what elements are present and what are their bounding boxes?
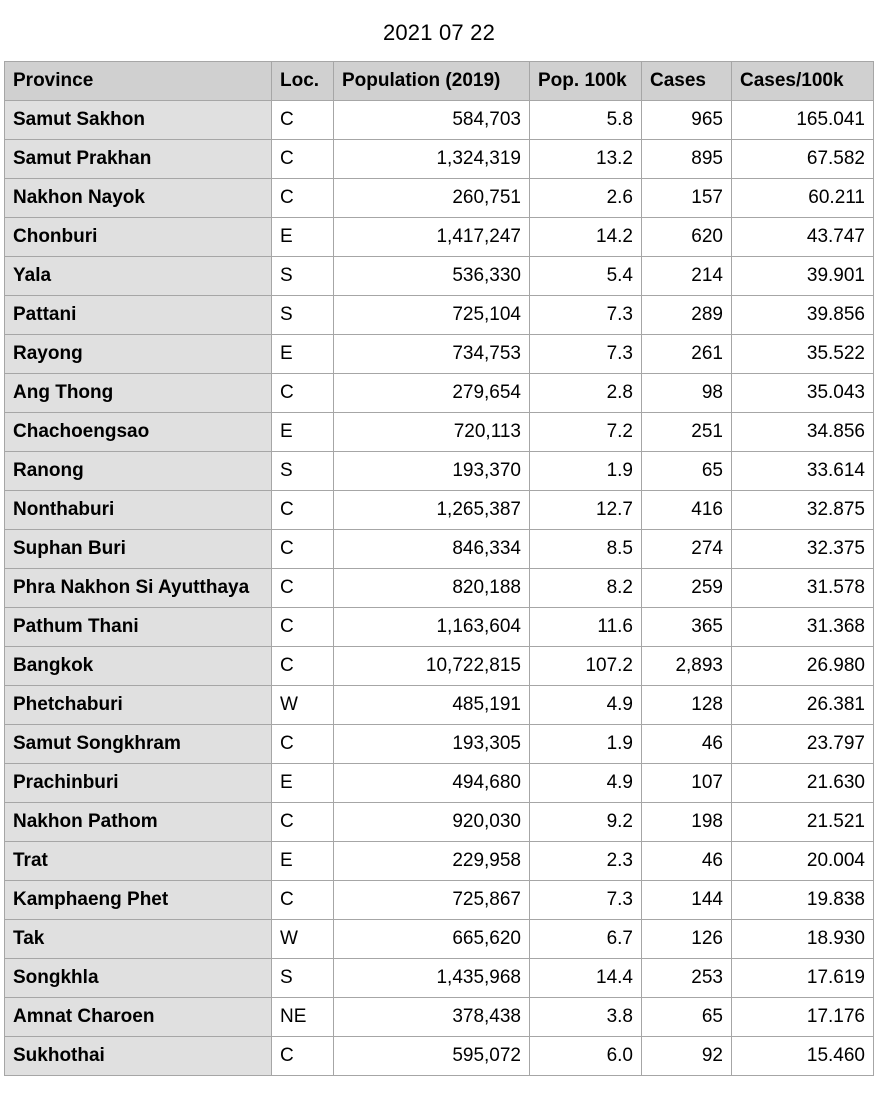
province-cell: Suphan Buri (5, 530, 272, 569)
population-cell: 725,867 (334, 881, 530, 920)
pop-100k-cell: 11.6 (530, 608, 642, 647)
cases-per-100k-cell: 32.375 (732, 530, 874, 569)
province-cell: Pattani (5, 296, 272, 335)
loc-cell: C (272, 1037, 334, 1076)
table-header (5, 62, 874, 101)
table-row (5, 881, 874, 920)
population-cell: 595,072 (334, 1037, 530, 1076)
header-province: Province (5, 62, 272, 101)
province-cell: Pathum Thani (5, 608, 272, 647)
pop-100k-cell: 5.4 (530, 257, 642, 296)
cases-cell: 289 (642, 296, 732, 335)
page-title: 2021 07 22 (382, 20, 496, 45)
table-body (5, 101, 874, 1076)
cases-per-100k-cell: 67.582 (732, 140, 874, 179)
pop-100k-cell: 6.0 (530, 1037, 642, 1076)
cases-cell: 253 (642, 959, 732, 998)
pop-100k-cell: 4.9 (530, 686, 642, 725)
pop-100k-cell: 7.3 (530, 296, 642, 335)
cases-per-100k-cell: 23.797 (732, 725, 874, 764)
table-row (5, 569, 874, 608)
population-cell: 920,030 (334, 803, 530, 842)
cases-per-100k-cell: 39.901 (732, 257, 874, 296)
province-cell: Phetchaburi (5, 686, 272, 725)
loc-cell: W (272, 920, 334, 959)
cases-per-100k-cell: 35.522 (732, 335, 874, 374)
pop-100k-cell: 1.9 (530, 725, 642, 764)
population-cell: 494,680 (334, 764, 530, 803)
province-cell: Nakhon Pathom (5, 803, 272, 842)
loc-cell: S (272, 296, 334, 335)
table-row (5, 218, 874, 257)
loc-cell: C (272, 647, 334, 686)
cases-per-100k-cell: 17.619 (732, 959, 874, 998)
table-row (5, 530, 874, 569)
pop-100k-cell: 12.7 (530, 491, 642, 530)
population-cell: 1,324,319 (334, 140, 530, 179)
header-cases-per-100k: Cases/100k (732, 62, 874, 101)
population-cell: 536,330 (334, 257, 530, 296)
province-cell: Rayong (5, 335, 272, 374)
province-cell: Trat (5, 842, 272, 881)
table-row (5, 998, 874, 1037)
cases-cell: 261 (642, 335, 732, 374)
table-row (5, 296, 874, 335)
cases-per-100k-cell: 26.381 (732, 686, 874, 725)
province-cell: Tak (5, 920, 272, 959)
loc-cell: C (272, 881, 334, 920)
pop-100k-cell: 8.5 (530, 530, 642, 569)
cases-cell: 92 (642, 1037, 732, 1076)
table-row (5, 647, 874, 686)
loc-cell: S (272, 959, 334, 998)
cases-per-100k-cell: 32.875 (732, 491, 874, 530)
province-cell: Songkhla (5, 959, 272, 998)
pop-100k-cell: 3.8 (530, 998, 642, 1037)
table-row (5, 764, 874, 803)
province-cell: Prachinburi (5, 764, 272, 803)
cases-cell: 251 (642, 413, 732, 452)
province-cell: Samut Songkhram (5, 725, 272, 764)
loc-cell: E (272, 218, 334, 257)
cases-per-100k-cell: 31.578 (732, 569, 874, 608)
cases-per-100k-cell: 165.041 (732, 101, 874, 140)
cases-per-100k-cell: 18.930 (732, 920, 874, 959)
province-cell: Yala (5, 257, 272, 296)
cases-per-100k-cell: 60.211 (732, 179, 874, 218)
loc-cell: E (272, 413, 334, 452)
cases-cell: 98 (642, 374, 732, 413)
cases-per-100k-cell: 21.630 (732, 764, 874, 803)
pop-100k-cell: 13.2 (530, 140, 642, 179)
cases-per-100k-cell: 33.614 (732, 452, 874, 491)
cases-cell: 126 (642, 920, 732, 959)
pop-100k-cell: 7.3 (530, 335, 642, 374)
header-row (5, 62, 874, 101)
cases-cell: 144 (642, 881, 732, 920)
data-table (4, 61, 874, 1076)
province-cell: Nakhon Nayok (5, 179, 272, 218)
table-row (5, 452, 874, 491)
table-row (5, 374, 874, 413)
population-cell: 846,334 (334, 530, 530, 569)
province-cell: Chonburi (5, 218, 272, 257)
population-cell: 1,163,604 (334, 608, 530, 647)
province-cell: Kamphaeng Phet (5, 881, 272, 920)
cases-per-100k-cell: 20.004 (732, 842, 874, 881)
loc-cell: S (272, 257, 334, 296)
pop-100k-cell: 2.6 (530, 179, 642, 218)
table-row (5, 179, 874, 218)
cases-cell: 157 (642, 179, 732, 218)
pop-100k-cell: 6.7 (530, 920, 642, 959)
pop-100k-cell: 7.2 (530, 413, 642, 452)
cases-per-100k-cell: 31.368 (732, 608, 874, 647)
pop-100k-cell: 8.2 (530, 569, 642, 608)
table-row (5, 803, 874, 842)
cases-cell: 620 (642, 218, 732, 257)
province-cell: Bangkok (5, 647, 272, 686)
cases-cell: 65 (642, 452, 732, 491)
table-row (5, 686, 874, 725)
population-cell: 734,753 (334, 335, 530, 374)
loc-cell: S (272, 452, 334, 491)
province-cell: Phra Nakhon Si Ayutthaya (5, 569, 272, 608)
cases-per-100k-cell: 17.176 (732, 998, 874, 1037)
table-row (5, 257, 874, 296)
population-cell: 725,104 (334, 296, 530, 335)
loc-cell: C (272, 569, 334, 608)
table-row (5, 101, 874, 140)
table-row (5, 959, 874, 998)
province-cell: Chachoengsao (5, 413, 272, 452)
population-cell: 193,370 (334, 452, 530, 491)
table-row (5, 413, 874, 452)
population-cell: 584,703 (334, 101, 530, 140)
loc-cell: C (272, 101, 334, 140)
province-cell: Ranong (5, 452, 272, 491)
pop-100k-cell: 7.3 (530, 881, 642, 920)
loc-cell: C (272, 491, 334, 530)
population-cell: 720,113 (334, 413, 530, 452)
table-row (5, 608, 874, 647)
cases-cell: 416 (642, 491, 732, 530)
table-row (5, 491, 874, 530)
population-cell: 485,191 (334, 686, 530, 725)
pop-100k-cell: 9.2 (530, 803, 642, 842)
loc-cell: NE (272, 998, 334, 1037)
pop-100k-cell: 5.8 (530, 101, 642, 140)
pop-100k-cell: 107.2 (530, 647, 642, 686)
population-cell: 10,722,815 (334, 647, 530, 686)
province-cell: Amnat Charoen (5, 998, 272, 1037)
header-cases: Cases (642, 62, 732, 101)
cases-cell: 895 (642, 140, 732, 179)
loc-cell: E (272, 764, 334, 803)
cases-per-100k-cell: 19.838 (732, 881, 874, 920)
province-cell: Samut Sakhon (5, 101, 272, 140)
loc-cell: E (272, 335, 334, 374)
cases-cell: 198 (642, 803, 732, 842)
cases-per-100k-cell: 21.521 (732, 803, 874, 842)
cases-cell: 107 (642, 764, 732, 803)
cases-cell: 274 (642, 530, 732, 569)
loc-cell: C (272, 725, 334, 764)
cases-cell: 46 (642, 725, 732, 764)
table-row (5, 335, 874, 374)
table-row (5, 725, 874, 764)
loc-cell: C (272, 608, 334, 647)
cases-cell: 46 (642, 842, 732, 881)
population-cell: 279,654 (334, 374, 530, 413)
population-cell: 1,435,968 (334, 959, 530, 998)
header-pop-100k: Pop. 100k (530, 62, 642, 101)
population-cell: 193,305 (334, 725, 530, 764)
cases-cell: 214 (642, 257, 732, 296)
cases-cell: 965 (642, 101, 732, 140)
cases-cell: 128 (642, 686, 732, 725)
pop-100k-cell: 2.8 (530, 374, 642, 413)
cases-cell: 65 (642, 998, 732, 1037)
loc-cell: C (272, 374, 334, 413)
loc-cell: C (272, 140, 334, 179)
table-row (5, 1037, 874, 1076)
loc-cell: C (272, 530, 334, 569)
loc-cell: E (272, 842, 334, 881)
population-cell: 820,188 (334, 569, 530, 608)
pop-100k-cell: 1.9 (530, 452, 642, 491)
province-cell: Samut Prakhan (5, 140, 272, 179)
pop-100k-cell: 14.4 (530, 959, 642, 998)
pop-100k-cell: 14.2 (530, 218, 642, 257)
cases-per-100k-cell: 26.980 (732, 647, 874, 686)
loc-cell: W (272, 686, 334, 725)
province-cell: Nonthaburi (5, 491, 272, 530)
header-loc: Loc. (272, 62, 334, 101)
table-row (5, 140, 874, 179)
cases-per-100k-cell: 34.856 (732, 413, 874, 452)
cases-cell: 259 (642, 569, 732, 608)
population-cell: 1,417,247 (334, 218, 530, 257)
province-cell: Ang Thong (5, 374, 272, 413)
pop-100k-cell: 4.9 (530, 764, 642, 803)
table-row (5, 842, 874, 881)
population-cell: 378,438 (334, 998, 530, 1037)
cases-cell: 2,893 (642, 647, 732, 686)
cases-per-100k-cell: 15.460 (732, 1037, 874, 1076)
cases-cell: 365 (642, 608, 732, 647)
loc-cell: C (272, 179, 334, 218)
cases-per-100k-cell: 35.043 (732, 374, 874, 413)
cases-per-100k-cell: 39.856 (732, 296, 874, 335)
cases-per-100k-cell: 43.747 (732, 218, 874, 257)
population-cell: 260,751 (334, 179, 530, 218)
population-cell: 665,620 (334, 920, 530, 959)
population-cell: 1,265,387 (334, 491, 530, 530)
loc-cell: C (272, 803, 334, 842)
population-cell: 229,958 (334, 842, 530, 881)
province-cell: Sukhothai (5, 1037, 272, 1076)
header-population: Population (2019) (334, 62, 530, 101)
table-row (5, 920, 874, 959)
pop-100k-cell: 2.3 (530, 842, 642, 881)
